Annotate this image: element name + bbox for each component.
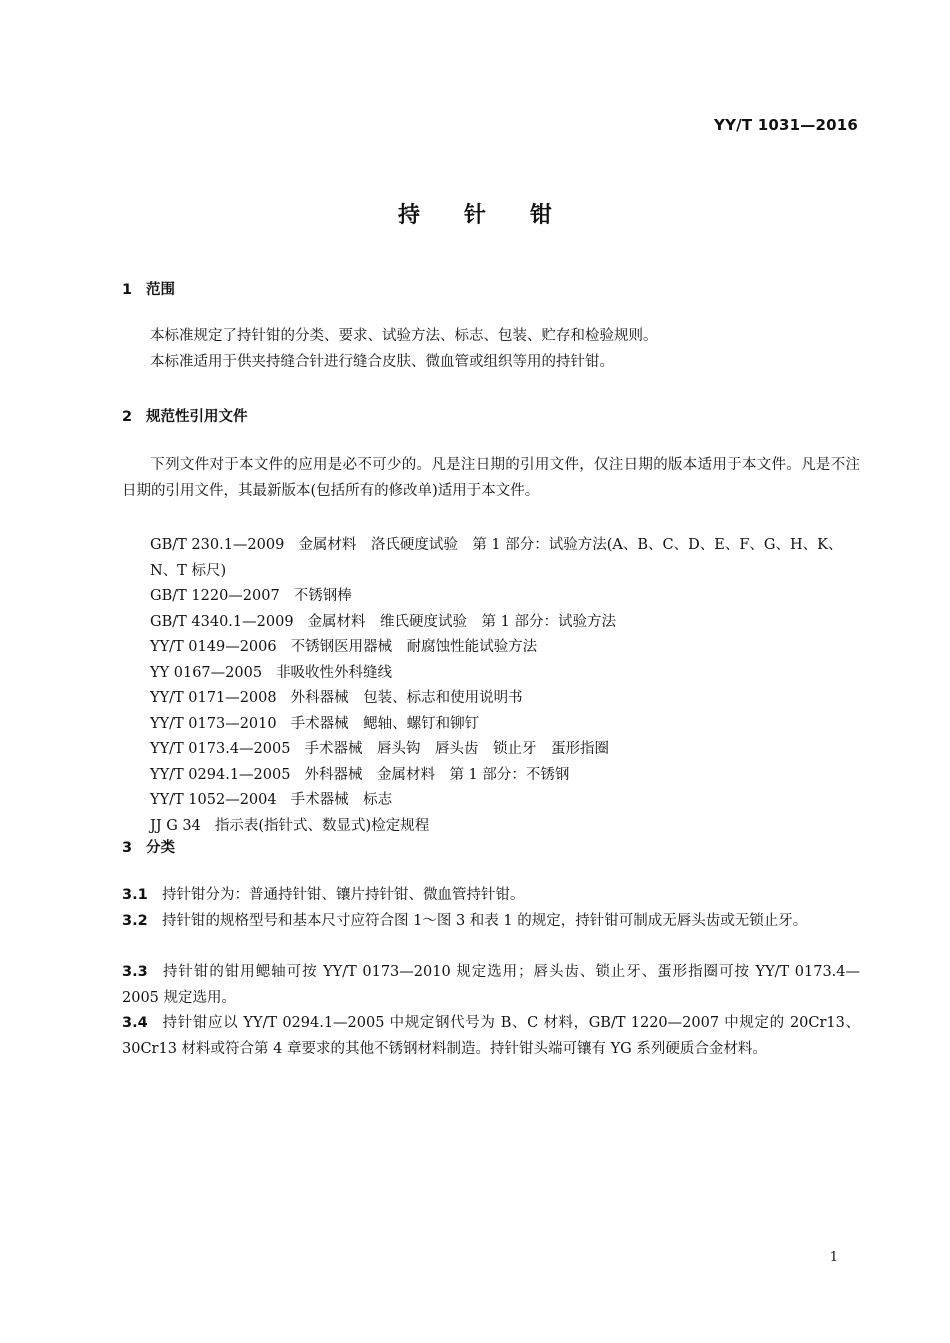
- reference-item: [150, 737, 860, 763]
- reference-item: [122, 533, 860, 584]
- paragraph-text: 本标准规定了持针钳的分类、要求、试验方法、标志、包装、贮存和检验规则。: [150, 328, 658, 344]
- reference-title: 手术器械 唇头钩 唇头齿 锁止牙 蛋形指圈: [304, 741, 609, 757]
- reference-code: GB/T 1220—2007: [150, 588, 280, 604]
- reference-item: [150, 763, 860, 789]
- clause-number: 3.1: [122, 887, 148, 903]
- clause-number: 3.4: [122, 1015, 148, 1031]
- section-3-heading: [122, 836, 175, 857]
- reference-code: GB/T 230.1—2009: [150, 537, 285, 553]
- reference-item: [150, 814, 860, 840]
- reference-item: [150, 584, 860, 610]
- reference-code: YY/T 0173.4—2005: [150, 741, 291, 757]
- reference-item: [150, 788, 860, 814]
- reference-title: 非吸收性外科缝线: [276, 664, 393, 681]
- reference-code: YY/T 0171—2008: [150, 690, 277, 706]
- reference-title: 不锈钢棒: [293, 588, 352, 604]
- clause-text: 持针钳的钳用鳃轴可按 YY/T 0173—2010 规定选用；唇头齿、锁止牙、蛋形指圈可按 YY/T 0173.4—2005 规定选用。: [122, 964, 860, 1006]
- reference-title: 外科器械 包装、标志和使用说明书: [290, 690, 523, 706]
- section-number: 1: [122, 282, 133, 298]
- reference-code: YY/T 0149—2006: [150, 639, 277, 655]
- clause-text: 持针钳分为：普通持针钳、镶片持针钳、微血管持针钳。: [162, 887, 525, 903]
- clause-number: 3.2: [122, 913, 148, 929]
- clause-3-3: [122, 960, 860, 1011]
- section-number: 3: [122, 840, 133, 856]
- paragraph-text: 下列文件对于本文件的应用是必不可少的。凡是注日期的引用文件，仅注日期的版本适用于本文件。凡是不注日期的引用文件，其最新版本(包括所有的修改单)适用于本文件。: [122, 457, 860, 499]
- clause-3-1: [122, 883, 860, 909]
- reference-title: 金属材料 洛氏硬度试验 第 1 部分：试验方法(A、B、C、D、E、F、G、H、K、N、T 标尺): [150, 537, 843, 579]
- standard-code: YY/T 1031—2016: [714, 116, 858, 134]
- reference-item: [150, 635, 860, 661]
- clause-text: 持针钳的规格型号和基本尺寸应符合图 1～图 3 和表 1 的规定，持针钳可制成无唇头齿或无锁止牙。: [162, 913, 808, 929]
- reference-title: 指示表(指针式、数显式)检定规程: [214, 817, 430, 834]
- reference-code: YY/T 1052—2004: [150, 792, 277, 808]
- reference-title: 手术器械 鳃轴、螺钉和铆钉: [290, 715, 480, 732]
- reference-code: GB/T 4340.1—2009: [150, 613, 294, 630]
- reference-item: [150, 610, 860, 636]
- section-2-intro: [122, 453, 860, 504]
- section-number: 2: [122, 409, 133, 425]
- reference-code: YY 0167—2005: [150, 664, 263, 681]
- clause-3-4: [122, 1011, 860, 1062]
- section-title: 范围: [146, 282, 175, 298]
- reference-title: 不锈钢医用器械 耐腐蚀性能试验方法: [290, 639, 538, 655]
- document-title: 持针钳: [397, 203, 596, 228]
- section-1-heading: [122, 278, 175, 299]
- section-2-heading: [122, 405, 248, 426]
- normative-references-list: [150, 533, 860, 839]
- clause-number: 3.3: [122, 964, 148, 980]
- reference-title: 金属材料 维氏硬度试验 第 1 部分：试验方法: [307, 613, 616, 630]
- reference-item: [150, 686, 860, 712]
- reference-title: 手术器械 标志: [290, 792, 393, 808]
- reference-code: JJ G 34: [150, 817, 201, 834]
- reference-title: 外科器械 金属材料 第 1 部分：不锈钢: [304, 766, 570, 783]
- page-number: 1: [829, 1250, 838, 1265]
- reference-code: YY/T 0173—2010: [150, 715, 277, 732]
- clause-text: 持针钳应以 YY/T 0294.1—2005 中规定钢代号为 B、C 材料，GB/T 1220—2007 中规定的 20Cr13、30Cr13 材料或符合第 4 章要求的其他不锈钢材料制造。持针钳头端可镶有 YG 系列硬质合金材料。: [122, 1015, 860, 1057]
- reference-item: [150, 661, 860, 687]
- paragraph-text: 本标准适用于供夹持缝合针进行缝合皮肤、微血管或组织等用的持针钳。: [150, 354, 614, 370]
- reference-item: [150, 712, 860, 738]
- reference-code: YY/T 0294.1—2005: [150, 766, 291, 783]
- section-title: 规范性引用文件: [146, 409, 248, 425]
- clause-3-2: [122, 909, 860, 935]
- section-1-paragraph: [122, 324, 860, 350]
- section-title: 分类: [146, 840, 175, 856]
- section-1-paragraph: [122, 350, 860, 376]
